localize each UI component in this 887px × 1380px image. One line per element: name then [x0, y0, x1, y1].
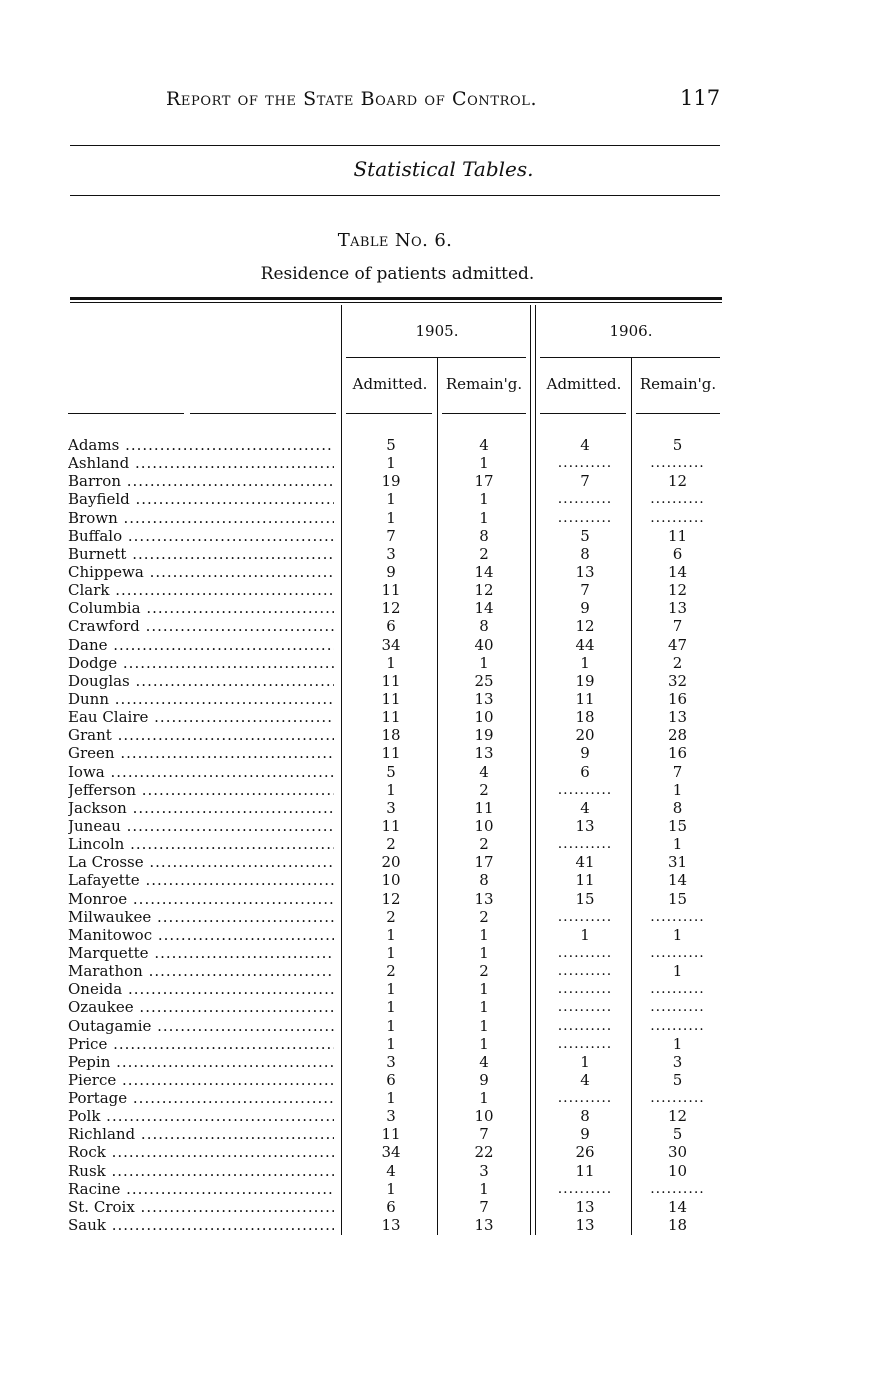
cell-admitted-1906: ..........	[557, 491, 613, 508]
cell-remaining-1905: 2	[479, 962, 489, 981]
stub-rule-b	[190, 413, 336, 414]
cell-admitted-1906: ..........	[557, 944, 613, 961]
cell-remaining-1905: 10	[474, 708, 494, 727]
cell-admitted-1905: 13	[381, 1216, 401, 1235]
cell-remaining-1906: 28	[667, 726, 688, 745]
cell-admitted-1906: 6	[580, 762, 590, 781]
county-name: Lafayette .....	[68, 871, 334, 889]
cell-remaining-1905: 1	[479, 998, 489, 1017]
county-name: Barron .....	[68, 472, 334, 490]
county-name: Price .....	[68, 1035, 334, 1053]
county-name: St. Croix .....	[68, 1198, 334, 1216]
cell-remaining-1906: 12	[667, 581, 688, 600]
county-name: Bayfield .....	[68, 490, 334, 508]
page-number: 117	[680, 86, 721, 110]
cell-admitted-1905: 3	[386, 544, 396, 563]
county-name: Sauk .....	[68, 1216, 334, 1234]
county-name: Buffalo .....	[68, 527, 334, 545]
cell-remaining-1906: 5	[672, 436, 683, 454]
county-name: Chippewa .....	[68, 563, 334, 581]
cell-remaining-1905: 1	[479, 980, 489, 999]
year-rule-1905	[346, 357, 526, 358]
table-row	[0, 436, 887, 454]
cell-admitted-1906: ..........	[557, 781, 613, 798]
cell-admitted-1905: 9	[386, 562, 396, 581]
county-name: Ashland .....	[68, 454, 334, 472]
cell-admitted-1905: 1	[386, 780, 396, 799]
cell-remaining-1906: ..........	[650, 491, 705, 508]
cell-remaining-1905: 2	[479, 835, 489, 854]
table-row	[0, 1125, 887, 1143]
table-row	[0, 962, 887, 980]
county-name: Pierce .....	[68, 1071, 334, 1089]
county-name: Rusk .....	[68, 1162, 334, 1180]
cell-remaining-1906: 3	[672, 1052, 683, 1071]
cell-remaining-1906: 5	[672, 1125, 683, 1144]
cell-admitted-1906: ..........	[557, 455, 613, 472]
cell-remaining-1905: 25	[474, 671, 494, 690]
cell-remaining-1906: ..........	[650, 999, 705, 1016]
cell-remaining-1905: 1	[479, 1016, 489, 1035]
cell-admitted-1906: 11	[575, 871, 595, 890]
county-name: Douglas .....	[68, 672, 334, 690]
cell-remaining-1906: 15	[667, 889, 688, 908]
cell-admitted-1905: 1	[386, 454, 396, 473]
cell-remaining-1906: 6	[672, 544, 683, 563]
cell-remaining-1905: 1	[479, 1089, 489, 1108]
county-name: Outagamie .....	[68, 1017, 334, 1035]
cell-admitted-1906: ..........	[557, 908, 613, 925]
cell-remaining-1905: 2	[479, 780, 489, 799]
cell-admitted-1905: 11	[381, 816, 401, 835]
table-row	[0, 1017, 887, 1035]
cell-admitted-1905: 19	[381, 472, 401, 491]
cell-remaining-1905: 7	[479, 1197, 489, 1216]
colhead-rule-4	[636, 413, 720, 414]
cell-remaining-1905: 2	[479, 544, 489, 563]
table-row	[0, 853, 887, 871]
table-row	[0, 944, 887, 962]
cell-remaining-1906: 13	[667, 708, 688, 727]
cell-remaining-1905: 22	[474, 1143, 494, 1162]
cell-remaining-1906: 14	[667, 1197, 688, 1216]
cell-admitted-1905: 11	[381, 689, 401, 708]
cell-admitted-1905: 6	[386, 617, 396, 636]
cell-admitted-1905: 1	[386, 1034, 396, 1053]
county-name: Crawford .....	[68, 617, 334, 635]
table-row	[0, 454, 887, 472]
cell-admitted-1905: 11	[381, 581, 401, 600]
cell-admitted-1906: 20	[575, 726, 595, 745]
cell-remaining-1905: 1	[479, 925, 489, 944]
table-row	[0, 1071, 887, 1089]
table-caption: Residence of patients admitted.	[260, 264, 535, 284]
cell-admitted-1905: 7	[386, 526, 396, 545]
cell-admitted-1905: 6	[386, 1070, 396, 1089]
cell-remaining-1906: 47	[667, 635, 688, 654]
cell-remaining-1906: ..........	[650, 1090, 705, 1107]
column-header-admitted-1906: Admitted.	[546, 375, 622, 393]
table-row	[0, 799, 887, 817]
cell-remaining-1905: 2	[479, 907, 489, 926]
cell-admitted-1905: 11	[381, 671, 401, 690]
cell-admitted-1905: 5	[386, 436, 396, 454]
county-name: Adams .....	[68, 436, 334, 454]
cell-remaining-1906: 2	[672, 653, 683, 672]
county-name: Manitowoc .....	[68, 926, 334, 944]
cell-admitted-1906: 41	[575, 853, 595, 872]
county-name: Pepin .....	[68, 1053, 334, 1071]
county-name: Lincoln .....	[68, 835, 334, 853]
table-row	[0, 672, 887, 690]
section-title: Statistical Tables.	[353, 157, 534, 181]
cell-admitted-1905: 1	[386, 1179, 396, 1198]
cell-remaining-1905: 8	[479, 871, 489, 890]
county-name: Green .....	[68, 744, 334, 762]
cell-admitted-1906: ..........	[557, 509, 613, 526]
cell-remaining-1905: 1	[479, 653, 489, 672]
table-row	[0, 908, 887, 926]
cell-admitted-1906: 9	[580, 744, 590, 763]
cell-remaining-1906: 16	[667, 689, 688, 708]
county-name: Racine .....	[68, 1180, 334, 1198]
table-row	[0, 1143, 887, 1161]
cell-admitted-1905: 10	[381, 871, 401, 890]
table-row	[0, 509, 887, 527]
cell-admitted-1905: 12	[381, 889, 401, 908]
cell-remaining-1906: 5	[672, 1070, 683, 1089]
cell-remaining-1905: 4	[479, 1052, 489, 1071]
cell-admitted-1905: 1	[386, 925, 396, 944]
county-name: Clark .....	[68, 581, 334, 599]
cell-admitted-1905: 18	[381, 726, 401, 745]
cell-admitted-1905: 1	[386, 980, 396, 999]
cell-admitted-1905: 12	[381, 599, 401, 618]
cell-remaining-1906: 1	[672, 925, 683, 944]
cell-admitted-1906: 4	[580, 436, 590, 454]
cell-admitted-1906: 7	[580, 581, 590, 600]
table-row	[0, 1180, 887, 1198]
colhead-rule-1	[346, 413, 432, 414]
cell-remaining-1905: 10	[474, 1107, 494, 1126]
table-row	[0, 599, 887, 617]
county-name: Dodge .....	[68, 654, 334, 672]
cell-admitted-1906: 1	[580, 925, 590, 944]
cell-remaining-1906: ..........	[650, 1017, 705, 1034]
county-name: Oneida .....	[68, 980, 334, 998]
cell-admitted-1905: 3	[386, 1107, 396, 1126]
cell-remaining-1906: 31	[667, 853, 688, 872]
cell-admitted-1906: 13	[575, 1197, 595, 1216]
cell-remaining-1906: ..........	[650, 1180, 705, 1197]
cell-admitted-1906: ..........	[557, 1180, 613, 1197]
cell-admitted-1906: 1	[580, 653, 590, 672]
table-row	[0, 998, 887, 1016]
cell-admitted-1905: 11	[381, 708, 401, 727]
table-row	[0, 636, 887, 654]
cell-admitted-1905: 6	[386, 1197, 396, 1216]
cell-remaining-1905: 13	[474, 744, 494, 763]
county-name: Eau Claire .....	[68, 708, 334, 726]
cell-remaining-1905: 9	[479, 1070, 489, 1089]
stub-rule-a	[68, 413, 184, 414]
cell-remaining-1906: 1	[672, 780, 683, 799]
cell-admitted-1905: 34	[381, 1143, 401, 1162]
cell-admitted-1906: 12	[575, 617, 595, 636]
cell-remaining-1906: 13	[667, 599, 688, 618]
cell-remaining-1905: 3	[479, 1161, 489, 1180]
table-row	[0, 581, 887, 599]
cell-admitted-1906: 5	[580, 526, 590, 545]
table-row	[0, 781, 887, 799]
colhead-rule-3	[540, 413, 626, 414]
cell-admitted-1906: ..........	[557, 999, 613, 1016]
cell-admitted-1905: 20	[381, 853, 401, 872]
county-name: Dunn .....	[68, 690, 334, 708]
cell-admitted-1906: 9	[580, 599, 590, 618]
table-row	[0, 1162, 887, 1180]
cell-remaining-1906: 7	[672, 617, 683, 636]
cell-remaining-1906: 10	[667, 1161, 688, 1180]
cell-admitted-1905: 1	[386, 1089, 396, 1108]
cell-admitted-1906: ..........	[557, 1017, 613, 1034]
cell-remaining-1905: 1	[479, 454, 489, 473]
cell-admitted-1906: 7	[580, 472, 590, 491]
cell-remaining-1905: 7	[479, 1125, 489, 1144]
table-row	[0, 1216, 887, 1234]
county-name: Columbia .....	[68, 599, 334, 617]
cell-admitted-1906: ..........	[557, 836, 613, 853]
cell-admitted-1905: 11	[381, 744, 401, 763]
cell-remaining-1905: 1	[479, 508, 489, 527]
cell-admitted-1905: 2	[386, 907, 396, 926]
cell-remaining-1905: 13	[474, 1216, 494, 1235]
colhead-rule-2	[442, 413, 526, 414]
table-row	[0, 617, 887, 635]
county-name: Rock .....	[68, 1143, 334, 1161]
cell-admitted-1905: 4	[386, 1161, 396, 1180]
county-name: Burnett .....	[68, 545, 334, 563]
cell-admitted-1906: 11	[575, 1161, 595, 1180]
cell-admitted-1905: 34	[381, 635, 401, 654]
table-row	[0, 744, 887, 762]
cell-admitted-1905: 1	[386, 508, 396, 527]
cell-remaining-1906: 32	[667, 671, 688, 690]
county-name: Marquette .....	[68, 944, 334, 962]
cell-remaining-1906: 1	[672, 1034, 683, 1053]
table-row	[0, 472, 887, 490]
year-rule-1906	[540, 357, 720, 358]
cell-remaining-1906: 11	[667, 526, 688, 545]
table-row	[0, 1089, 887, 1107]
cell-remaining-1905: 8	[479, 617, 489, 636]
cell-admitted-1906: ..........	[557, 981, 613, 998]
cell-remaining-1905: 1	[479, 1034, 489, 1053]
cell-admitted-1905: 3	[386, 1052, 396, 1071]
cell-remaining-1905: 40	[474, 635, 494, 654]
county-name: Richland .....	[68, 1125, 334, 1143]
cell-remaining-1905: 4	[479, 762, 489, 781]
county-name: Monroe .....	[68, 890, 334, 908]
cell-remaining-1906: 8	[672, 798, 683, 817]
cell-remaining-1905: 14	[474, 562, 494, 581]
column-header-remaining-1906: Remain'g.	[639, 375, 717, 393]
cell-admitted-1905: 1	[386, 653, 396, 672]
table-row	[0, 527, 887, 545]
cell-admitted-1906: 19	[575, 671, 595, 690]
cell-admitted-1906: 4	[580, 798, 590, 817]
cell-admitted-1906: 15	[575, 889, 595, 908]
cell-admitted-1905: 3	[386, 798, 396, 817]
running-header-title: Report of the State Board of Control.	[166, 88, 538, 110]
table-row	[0, 926, 887, 944]
cell-remaining-1906: 14	[667, 562, 688, 581]
table-row	[0, 890, 887, 908]
county-name: Juneau .....	[68, 817, 334, 835]
cell-remaining-1905: 17	[474, 472, 494, 491]
cell-remaining-1906: 30	[667, 1143, 688, 1162]
table-row	[0, 835, 887, 853]
cell-admitted-1905: 2	[386, 835, 396, 854]
cell-admitted-1906: 8	[580, 544, 590, 563]
cell-admitted-1905: 1	[386, 490, 396, 509]
cell-admitted-1906: 13	[575, 562, 595, 581]
table-row	[0, 1053, 887, 1071]
table-top-rule-thin	[70, 302, 722, 303]
cell-remaining-1906: 16	[667, 744, 688, 763]
cell-remaining-1905: 13	[474, 689, 494, 708]
cell-remaining-1905: 11	[474, 798, 494, 817]
table-row	[0, 1198, 887, 1216]
county-name: Iowa .....	[68, 763, 334, 781]
county-name: Polk .....	[68, 1107, 334, 1125]
cell-admitted-1906: 26	[575, 1143, 595, 1162]
table-label: Table No. 6.	[337, 230, 453, 251]
table-row	[0, 871, 887, 889]
cell-remaining-1906: 1	[672, 835, 683, 854]
table-row	[0, 654, 887, 672]
table-row	[0, 690, 887, 708]
table-row	[0, 563, 887, 581]
header-rule-top	[70, 145, 720, 146]
cell-remaining-1906: 15	[667, 816, 688, 835]
county-name: Portage .....	[68, 1089, 334, 1107]
cell-admitted-1906: 4	[580, 1070, 590, 1089]
cell-remaining-1906: 12	[667, 472, 688, 491]
cell-admitted-1906: ..........	[557, 1035, 613, 1052]
cell-admitted-1905: 1	[386, 998, 396, 1017]
county-name: Marathon .....	[68, 962, 334, 980]
cell-admitted-1905: 1	[386, 943, 396, 962]
cell-admitted-1906: ..........	[557, 963, 613, 980]
county-name: Dane .....	[68, 636, 334, 654]
table-top-rule	[70, 297, 722, 300]
cell-remaining-1905: 1	[479, 1179, 489, 1198]
cell-remaining-1905: 1	[479, 490, 489, 509]
cell-admitted-1905: 11	[381, 1125, 401, 1144]
table-row	[0, 980, 887, 998]
county-name: Jackson .....	[68, 799, 334, 817]
county-name: Ozaukee .....	[68, 998, 334, 1016]
table-row	[0, 490, 887, 508]
cell-remaining-1906: 14	[667, 871, 688, 890]
county-name: Jefferson .....	[68, 781, 334, 799]
county-name: La Crosse .....	[68, 853, 334, 871]
cell-remaining-1906: ..........	[650, 455, 705, 472]
cell-remaining-1906: 12	[667, 1107, 688, 1126]
cell-remaining-1905: 19	[474, 726, 494, 745]
cell-remaining-1906: ..........	[650, 908, 705, 925]
table-row	[0, 817, 887, 835]
cell-remaining-1906: 1	[672, 962, 683, 981]
cell-admitted-1906: 1	[580, 1052, 590, 1071]
cell-admitted-1906: ..........	[557, 1090, 613, 1107]
year-header-1905: 1905.	[415, 322, 459, 340]
cell-remaining-1905: 1	[479, 943, 489, 962]
cell-remaining-1906: 7	[672, 762, 683, 781]
cell-admitted-1905: 1	[386, 1016, 396, 1035]
cell-admitted-1906: 11	[575, 689, 595, 708]
cell-remaining-1906: ..........	[650, 981, 705, 998]
table-body	[0, 436, 887, 1234]
cell-admitted-1906: 8	[580, 1107, 590, 1126]
table-row	[0, 726, 887, 744]
table-row	[0, 708, 887, 726]
cell-admitted-1906: 18	[575, 708, 595, 727]
table-row	[0, 1107, 887, 1125]
cell-remaining-1905: 13	[474, 889, 494, 908]
cell-remaining-1905: 14	[474, 599, 494, 618]
header-rule-bottom	[70, 195, 720, 196]
cell-remaining-1905: 17	[474, 853, 494, 872]
cell-admitted-1906: 13	[575, 1216, 595, 1235]
cell-admitted-1906: 13	[575, 816, 595, 835]
cell-admitted-1906: 44	[575, 635, 595, 654]
county-name: Brown .....	[68, 509, 334, 527]
cell-admitted-1905: 2	[386, 962, 396, 981]
cell-admitted-1906: 9	[580, 1125, 590, 1144]
year-header-1906: 1906.	[609, 322, 653, 340]
cell-remaining-1906: ..........	[650, 944, 705, 961]
cell-remaining-1905: 4	[479, 436, 489, 454]
column-header-admitted-1905: Admitted.	[352, 375, 428, 393]
cell-remaining-1906: 18	[667, 1216, 688, 1235]
column-header-remaining-1905: Remain'g.	[445, 375, 523, 393]
cell-remaining-1906: ..........	[650, 509, 705, 526]
cell-remaining-1905: 8	[479, 526, 489, 545]
table-row	[0, 1035, 887, 1053]
cell-remaining-1905: 10	[474, 816, 494, 835]
cell-remaining-1905: 12	[474, 581, 494, 600]
county-name: Grant .....	[68, 726, 334, 744]
table-row	[0, 763, 887, 781]
cell-admitted-1905: 5	[386, 762, 396, 781]
county-name: Milwaukee .....	[68, 908, 334, 926]
table-row	[0, 545, 887, 563]
